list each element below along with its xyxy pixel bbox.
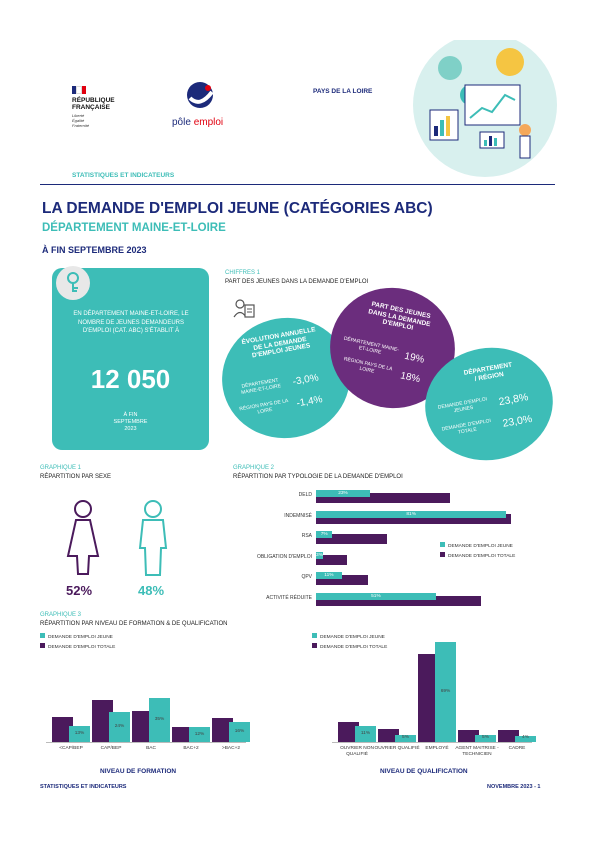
key-date-line2: SEPTEMBRE bbox=[113, 419, 148, 425]
pole-emploi-logo bbox=[172, 80, 232, 130]
graph3-qualification-category-label: AGENT MAITRISE - TECHNICIEN bbox=[455, 746, 499, 757]
bubble-part-row1-value: 19% bbox=[403, 350, 426, 366]
graph3-qualification-data-label: 5% bbox=[482, 735, 489, 740]
chiffres-subtitle: PART DES JEUNES DANS LA DEMANDE D'EMPLOI bbox=[225, 279, 369, 285]
key-figure-box bbox=[52, 268, 209, 450]
bubble-dept-row2-label: DEMANDE D'EMPLOI TOTALE bbox=[441, 417, 492, 436]
republique-logo bbox=[72, 86, 132, 136]
graph3-legend-left-jeune bbox=[40, 633, 115, 643]
bubble-part-row1-label: DÉPARTEMENT MAINE-ET-LOIRE bbox=[343, 335, 400, 356]
graph2-data-label: 23% bbox=[338, 491, 348, 496]
footer-left: STATISTIQUES ET INDICATEURS bbox=[40, 784, 127, 790]
graph3-formation-data-label: 24% bbox=[114, 724, 125, 729]
axis-formation: NIVEAU DE FORMATION bbox=[100, 768, 177, 775]
graph3-formation-baseline bbox=[46, 742, 246, 743]
graph2-legend bbox=[440, 542, 515, 562]
graph3-qualification-category-label: OUVRIER NON QUALIFIÉ bbox=[340, 746, 374, 757]
pole-text: pôle bbox=[172, 117, 191, 128]
header-rule bbox=[40, 184, 555, 185]
devise: Liberté Égalité Fraternité bbox=[72, 113, 90, 128]
bubble-part-row2-value: 18% bbox=[399, 370, 422, 386]
section-label: STATISTIQUES ET INDICATEURS bbox=[72, 172, 175, 179]
key-date bbox=[52, 412, 209, 433]
graph3-qualification-baseline bbox=[332, 742, 532, 743]
graph3-formation-category-label: CAP/BEP bbox=[100, 746, 122, 751]
graph1-subtitle: RÉPARTITION PAR SEXE bbox=[40, 474, 112, 480]
graph3-formation-data-label: 35% bbox=[154, 717, 165, 723]
key-date-line1: À FIN bbox=[123, 412, 138, 418]
graph3-qualification-category-label: OUVRIER QUALIFIÉ bbox=[374, 746, 420, 751]
graph2-data-label: 81% bbox=[406, 511, 416, 517]
graph3-legend-left-totale-label: DEMANDE D'EMPLOI TOTALE bbox=[48, 645, 116, 650]
bubble-part-title: PART DES JEUNES DANS LA DEMANDE D'EMPLOI bbox=[367, 300, 432, 332]
graph2-legend-jeune bbox=[440, 542, 515, 552]
key-text: EN DÉPARTEMENT MAINE-ET-LOIRE, LE NOMBRE DE JEUNES DEMANDEURS D'EMPLOI (CAT. ABC) S'ÉTABLIT À bbox=[73, 311, 189, 334]
graph3-qualification-data-label: 5% bbox=[402, 735, 409, 740]
region-label: PAYS DE LA LOIRE bbox=[313, 88, 373, 95]
graph3-formation-data-label: 13% bbox=[74, 730, 85, 736]
graph3-formation-data-label: 16% bbox=[234, 729, 245, 734]
graph3-qualification-plot bbox=[332, 634, 547, 770]
graph2-legend-totale bbox=[440, 552, 515, 562]
graph2-category-label: DELD bbox=[298, 492, 312, 498]
graph3-formation-plot bbox=[48, 650, 258, 760]
marianne-icon bbox=[72, 86, 86, 94]
graph3-formation-category-label: <CAP/BEP bbox=[59, 746, 83, 751]
graph2-data-label: 11% bbox=[324, 573, 334, 578]
graph1-label: GRAPHIQUE 1 bbox=[40, 465, 82, 471]
graph2-data-label: 3% bbox=[316, 552, 323, 558]
graph3-legend-right-jeune-label: DEMANDE D'EMPLOI JEUNE bbox=[320, 635, 385, 640]
graph2-legend-totale-label: DEMANDE D'EMPLOI TOTALE bbox=[448, 554, 516, 559]
chiffres-label: CHIFFRES 1 bbox=[225, 270, 261, 276]
graph3-formation-category-label: BAC bbox=[146, 746, 156, 751]
graph2-category-label: OBLIGATION D'EMPLOI bbox=[256, 553, 312, 560]
republique-line1: RÉPUBLIQUE bbox=[72, 97, 115, 104]
graph2-category-label: RSA bbox=[301, 533, 312, 539]
graph3-subtitle: RÉPARTITION PAR NIVEAU DE FORMATION & DE QUALIFICATION bbox=[40, 621, 228, 627]
graph3-formation-category-label: >BAC+2 bbox=[221, 746, 241, 751]
graph2-data-label: 7% bbox=[320, 532, 328, 537]
male-pct: 48% bbox=[138, 583, 165, 598]
republique-line2: FRANÇAISE bbox=[72, 104, 110, 111]
key-number: 12 050 bbox=[90, 364, 171, 394]
footer-right: NOVEMBRE 2023 - 1 bbox=[487, 784, 541, 790]
graph3-qualification-data-label: 4% bbox=[522, 735, 529, 740]
bubble-dept-row1-value: 23,8% bbox=[497, 391, 530, 409]
graph2-data-label: 51% bbox=[371, 593, 381, 599]
graph3-qualification-category-label: CADRE bbox=[508, 746, 526, 751]
header-illustration bbox=[410, 40, 560, 180]
graph3-formation-data-label: 12% bbox=[194, 731, 205, 737]
graph3-legend-left-jeune-label: DEMANDE D'EMPLOI JEUNE bbox=[48, 635, 113, 640]
graph2-category-label: INDEMNISÉ bbox=[284, 512, 312, 519]
graph2-subtitle: RÉPARTITION PAR TYPOLOGIE DE LA DEMANDE D'EMPLOI bbox=[233, 474, 403, 480]
female-pct: 52% bbox=[66, 583, 93, 598]
main-title: LA DEMANDE D'EMPLOI JEUNE (CATÉGORIES ABC) bbox=[42, 200, 433, 217]
graph3-qualification-data-label: 11% bbox=[360, 731, 371, 737]
axis-qualification: NIVEAU DE QUALIFICATION bbox=[380, 768, 468, 775]
date-title: À FIN SEPTEMBRE 2023 bbox=[42, 245, 147, 255]
graph2-legend-jeune-label: DEMANDE D'EMPLOI JEUNE bbox=[448, 544, 513, 549]
key-icon bbox=[56, 266, 90, 300]
key-date-line3: 2023 bbox=[124, 426, 137, 432]
dept-title: DÉPARTEMENT MAINE-ET-LOIRE bbox=[42, 222, 226, 234]
bubble-evolution-row1-label: DÉPARTEMENT MAINE-ET-LOIRE bbox=[240, 377, 282, 396]
graph3-formation-category-label: BAC+2 bbox=[183, 746, 199, 751]
graph2-label: GRAPHIQUE 2 bbox=[233, 465, 275, 471]
male-icon bbox=[134, 498, 172, 578]
bubble-evolution-title: ÉVOLUTION ANNUELLE DE LA DEMANDE D'EMPLOI JEUNES bbox=[241, 326, 317, 360]
bubble-dept-row2-value: 23,0% bbox=[501, 412, 534, 430]
graph2-category-label: QPV bbox=[301, 574, 312, 580]
document-icon bbox=[232, 297, 256, 321]
bubble-dept-row1-label: DEMANDE D'EMPLOI JEUNES bbox=[437, 396, 488, 415]
bubble-evolution-row2-label: RÉGION PAYS DE LA LOIRE bbox=[238, 397, 289, 416]
bubble-dept-title: DÉPARTEMENT / RÉGION bbox=[463, 361, 513, 383]
graph3-qualification-category-label: EMPLOYÉ bbox=[425, 746, 449, 751]
female-icon bbox=[64, 498, 102, 578]
bubble-evolution-row1-value: -3,0% bbox=[291, 372, 320, 388]
graph3-legend-right-totale-label: DEMANDE D'EMPLOI TOTALE bbox=[320, 645, 388, 650]
graph2-category-label: ACTIVITÉ RÉDUITE bbox=[266, 594, 312, 601]
emploi-text: emploi bbox=[193, 117, 224, 128]
pole-emploi-icon bbox=[180, 80, 220, 112]
bubble-part-row2-label: RÉGION PAYS DE LA LOIRE bbox=[343, 356, 393, 375]
graph3-label: GRAPHIQUE 3 bbox=[40, 612, 82, 618]
graph3-qualification-data-label: 69% bbox=[440, 688, 451, 694]
bubble-evolution-row2-value: -1,4% bbox=[295, 394, 324, 410]
